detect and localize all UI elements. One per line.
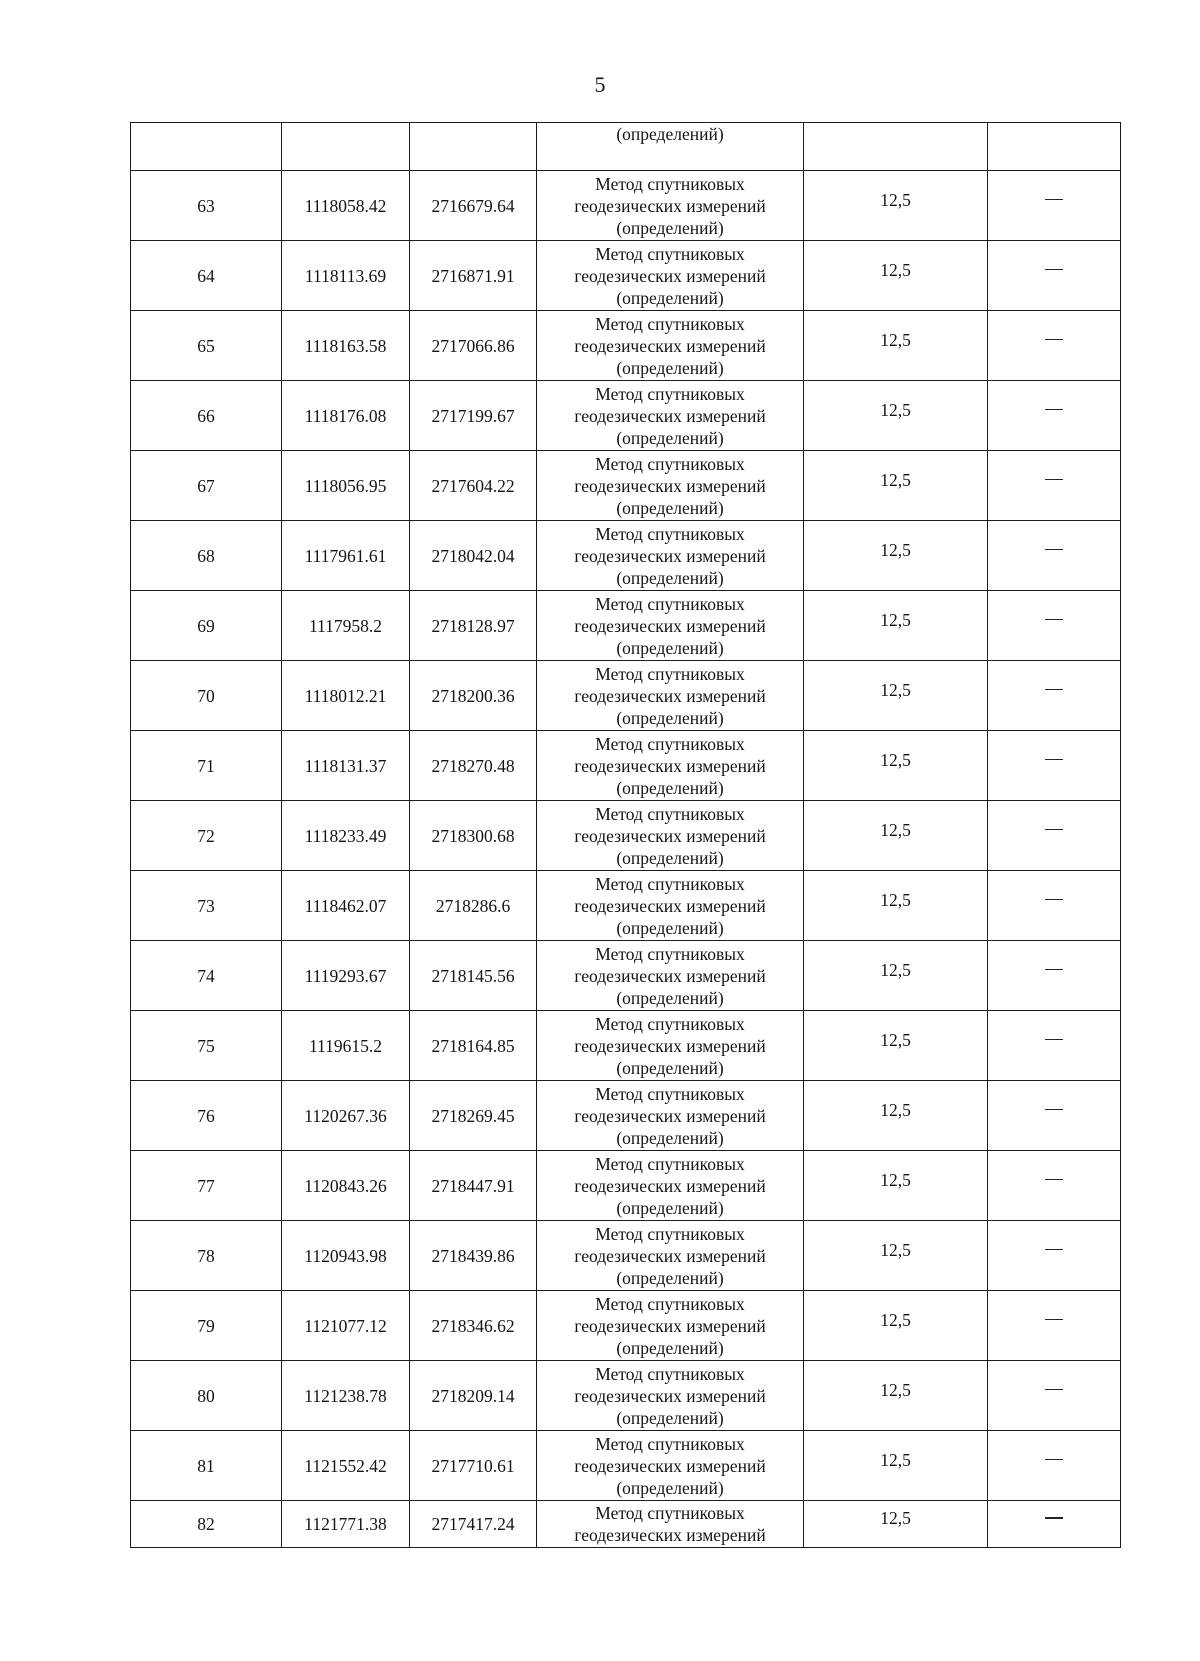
cell-method bbox=[537, 1431, 804, 1501]
accuracy-value: 12,5 bbox=[880, 1239, 911, 1260]
method-line: геодезических измерений bbox=[574, 195, 766, 216]
method-line: геодезических измерений bbox=[574, 265, 766, 286]
dash-mark bbox=[1045, 339, 1063, 340]
dash-mark bbox=[1045, 899, 1063, 900]
cell-accuracy bbox=[804, 171, 988, 241]
method-line: геодезических измерений bbox=[574, 1525, 766, 1545]
cell-note bbox=[988, 521, 1121, 591]
cell-x: 1121771.38 bbox=[282, 1501, 410, 1548]
cell-x: 1120843.26 bbox=[282, 1151, 410, 1221]
method-line: геодезических измерений bbox=[574, 475, 766, 496]
cell-y: 2718439.86 bbox=[410, 1221, 537, 1291]
cell-note bbox=[988, 241, 1121, 311]
cell-y: 2718128.97 bbox=[410, 591, 537, 661]
method-line: (определений) bbox=[616, 217, 724, 238]
cell-point-number: 68 bbox=[131, 521, 282, 591]
table-row bbox=[131, 1221, 1121, 1291]
method-line: Метод спутниковых bbox=[595, 1503, 745, 1523]
table-row bbox=[131, 1431, 1121, 1501]
cell-note bbox=[988, 1081, 1121, 1151]
accuracy-value: 12,5 bbox=[880, 1099, 911, 1120]
table-row bbox=[131, 1501, 1121, 1548]
cell-accuracy bbox=[804, 871, 988, 941]
method-line: (определений) bbox=[616, 1267, 724, 1288]
cell-note bbox=[988, 451, 1121, 521]
method-line: Метод спутниковых bbox=[595, 733, 745, 754]
accuracy-value: 12,5 bbox=[880, 679, 911, 700]
method-line: Метод спутниковых bbox=[595, 943, 745, 964]
cell-x bbox=[282, 123, 410, 171]
cell-accuracy bbox=[804, 731, 988, 801]
cell-x: 1118163.58 bbox=[282, 311, 410, 381]
method-line: (определений) bbox=[616, 1407, 724, 1428]
method-line: Метод спутниковых bbox=[595, 663, 745, 684]
table-row bbox=[131, 171, 1121, 241]
cell-x: 1121552.42 bbox=[282, 1431, 410, 1501]
cell-y: 2717710.61 bbox=[410, 1431, 537, 1501]
cell-x: 1118113.69 bbox=[282, 241, 410, 311]
cell-y: 2716679.64 bbox=[410, 171, 537, 241]
cell-point-number: 79 bbox=[131, 1291, 282, 1361]
cell-method bbox=[537, 1221, 804, 1291]
accuracy-value: 12,5 bbox=[880, 889, 911, 910]
table-row bbox=[131, 661, 1121, 731]
cell-note bbox=[988, 1501, 1121, 1548]
dash-mark bbox=[1045, 549, 1063, 550]
method-line: геодезических измерений bbox=[574, 1455, 766, 1476]
method-line: Метод спутниковых bbox=[595, 1083, 745, 1104]
method-line: Метод спутниковых bbox=[595, 173, 745, 194]
dash-mark bbox=[1045, 409, 1063, 410]
cell-accuracy bbox=[804, 801, 988, 871]
table-row bbox=[131, 591, 1121, 661]
table-row bbox=[131, 941, 1121, 1011]
cell-method bbox=[537, 941, 804, 1011]
method-line: Метод спутниковых bbox=[595, 803, 745, 824]
cell-point-number: 65 bbox=[131, 311, 282, 381]
cell-accuracy bbox=[804, 1501, 988, 1548]
cell-method bbox=[537, 661, 804, 731]
dash-mark bbox=[1045, 619, 1063, 620]
method-line: (определений) bbox=[616, 987, 724, 1008]
cell-accuracy bbox=[804, 521, 988, 591]
method-line: (определений) bbox=[616, 427, 724, 448]
cell-note bbox=[988, 123, 1121, 171]
cell-note bbox=[988, 1011, 1121, 1081]
dash-mark bbox=[1045, 969, 1063, 970]
accuracy-value: 12,5 bbox=[880, 819, 911, 840]
method-line: геодезических измерений bbox=[574, 545, 766, 566]
cell-x: 1118056.95 bbox=[282, 451, 410, 521]
method-line: геодезических измерений bbox=[574, 1105, 766, 1126]
cell-accuracy bbox=[804, 1221, 988, 1291]
method-line: (определений) bbox=[616, 567, 724, 588]
cell-y: 2718164.85 bbox=[410, 1011, 537, 1081]
dash-mark bbox=[1045, 1249, 1063, 1250]
dash-mark bbox=[1045, 829, 1063, 830]
cell-method bbox=[537, 381, 804, 451]
cell-accuracy bbox=[804, 591, 988, 661]
dash-mark bbox=[1045, 1039, 1063, 1040]
cell-x: 1120267.36 bbox=[282, 1081, 410, 1151]
cell-y: 2716871.91 bbox=[410, 241, 537, 311]
cell-accuracy bbox=[804, 1011, 988, 1081]
method-line: (определений) bbox=[616, 1057, 724, 1078]
cell-note bbox=[988, 591, 1121, 661]
cell-y: 2718346.62 bbox=[410, 1291, 537, 1361]
method-line: Метод спутниковых bbox=[595, 523, 745, 544]
method-line: (определений) bbox=[616, 1337, 724, 1358]
cell-accuracy bbox=[804, 1361, 988, 1431]
accuracy-value: 12,5 bbox=[880, 1309, 911, 1330]
cell-x: 1117961.61 bbox=[282, 521, 410, 591]
cell-y: 2718145.56 bbox=[410, 941, 537, 1011]
method-line: (определений) bbox=[616, 287, 724, 308]
method-line: (определений) bbox=[616, 1197, 724, 1218]
method-line: геодезических измерений bbox=[574, 1035, 766, 1056]
accuracy-value: 12,5 bbox=[880, 959, 911, 980]
method-line: геодезических измерений bbox=[574, 685, 766, 706]
cell-method bbox=[537, 591, 804, 661]
cell-x: 1118131.37 bbox=[282, 731, 410, 801]
cell-x: 1118233.49 bbox=[282, 801, 410, 871]
cell-point-number: 81 bbox=[131, 1431, 282, 1501]
cell-note bbox=[988, 731, 1121, 801]
cell-method bbox=[537, 1011, 804, 1081]
cell-note bbox=[988, 1361, 1121, 1431]
method-line: геодезических измерений bbox=[574, 1175, 766, 1196]
cell-accuracy bbox=[804, 1081, 988, 1151]
table-row bbox=[131, 1151, 1121, 1221]
method-line: (определений) bbox=[616, 357, 724, 378]
cell-x: 1121238.78 bbox=[282, 1361, 410, 1431]
cell-note bbox=[988, 1291, 1121, 1361]
dash-mark bbox=[1045, 269, 1063, 270]
cell-x: 1118012.21 bbox=[282, 661, 410, 731]
table-row bbox=[131, 381, 1121, 451]
cell-y: 2718300.68 bbox=[410, 801, 537, 871]
cell-accuracy bbox=[804, 661, 988, 731]
accuracy-value: 12,5 bbox=[880, 1508, 911, 1528]
cell-method bbox=[537, 311, 804, 381]
method-line: Метод спутниковых bbox=[595, 313, 745, 334]
cell-note bbox=[988, 381, 1121, 451]
table-row bbox=[131, 801, 1121, 871]
method-line: (определений) bbox=[616, 1477, 724, 1498]
accuracy-value: 12,5 bbox=[880, 1449, 911, 1470]
cell-point-number: 64 bbox=[131, 241, 282, 311]
cell-x: 1119615.2 bbox=[282, 1011, 410, 1081]
method-line: геодезических измерений bbox=[574, 895, 766, 916]
cell-y: 2717604.22 bbox=[410, 451, 537, 521]
method-line: геодезических измерений bbox=[574, 335, 766, 356]
method-line: Метод спутниковых bbox=[595, 243, 745, 264]
table-row bbox=[131, 451, 1121, 521]
cell-point-number: 72 bbox=[131, 801, 282, 871]
accuracy-value: 12,5 bbox=[880, 469, 911, 490]
cell-accuracy bbox=[804, 1151, 988, 1221]
method-line: геодезических измерений bbox=[574, 755, 766, 776]
accuracy-value: 12,5 bbox=[880, 399, 911, 420]
dash-mark bbox=[1045, 479, 1063, 480]
cell-point-number: 63 bbox=[131, 171, 282, 241]
accuracy-value: 12,5 bbox=[880, 539, 911, 560]
cell-y: 2718042.04 bbox=[410, 521, 537, 591]
accuracy-value: 12,5 bbox=[880, 1029, 911, 1050]
cell-accuracy bbox=[804, 941, 988, 1011]
cell-method bbox=[537, 1291, 804, 1361]
dash-mark bbox=[1045, 1459, 1063, 1460]
method-line: Метод спутниковых bbox=[595, 1153, 745, 1174]
method-line: (определений) bbox=[616, 1127, 724, 1148]
dash-mark bbox=[1045, 1319, 1063, 1320]
method-line: Метод спутниковых bbox=[595, 1223, 745, 1244]
method-line: геодезических измерений bbox=[574, 825, 766, 846]
method-line: геодезических измерений bbox=[574, 405, 766, 426]
accuracy-value: 12,5 bbox=[880, 189, 911, 210]
method-line: геодезических измерений bbox=[574, 1315, 766, 1336]
method-line: Метод спутниковых bbox=[595, 1433, 745, 1454]
accuracy-value: 12,5 bbox=[880, 1169, 911, 1190]
cell-method bbox=[537, 123, 804, 171]
table-row bbox=[131, 1081, 1121, 1151]
cell-point-number: 78 bbox=[131, 1221, 282, 1291]
method-line: Метод спутниковых bbox=[595, 1293, 745, 1314]
method-line: Метод спутниковых bbox=[595, 873, 745, 894]
cell-point-number: 69 bbox=[131, 591, 282, 661]
method-line: (определений) bbox=[616, 497, 724, 518]
cell-note bbox=[988, 801, 1121, 871]
cell-point-number: 70 bbox=[131, 661, 282, 731]
cell-note bbox=[988, 171, 1121, 241]
cell-accuracy bbox=[804, 1291, 988, 1361]
cell-method bbox=[537, 521, 804, 591]
cell-y: 2718209.14 bbox=[410, 1361, 537, 1431]
method-line: (определений) bbox=[616, 917, 724, 938]
cell-x: 1120943.98 bbox=[282, 1221, 410, 1291]
table-row bbox=[131, 241, 1121, 311]
cell-accuracy bbox=[804, 311, 988, 381]
cell-note bbox=[988, 661, 1121, 731]
dash-mark bbox=[1045, 1517, 1063, 1518]
cell-method bbox=[537, 1501, 804, 1548]
table-body bbox=[131, 123, 1121, 1548]
cell-accuracy bbox=[804, 241, 988, 311]
method-line: Метод спутниковых bbox=[595, 593, 745, 614]
cell-y: 2718200.36 bbox=[410, 661, 537, 731]
cell-note bbox=[988, 1151, 1121, 1221]
cell-x: 1118058.42 bbox=[282, 171, 410, 241]
cell-y: 2717066.86 bbox=[410, 311, 537, 381]
cell-method bbox=[537, 171, 804, 241]
cell-accuracy bbox=[804, 1431, 988, 1501]
method-line: геодезических измерений bbox=[574, 615, 766, 636]
cell-method bbox=[537, 1081, 804, 1151]
cell-accuracy bbox=[804, 451, 988, 521]
accuracy-value: 12,5 bbox=[880, 749, 911, 770]
cell-point-number: 74 bbox=[131, 941, 282, 1011]
accuracy-value: 12,5 bbox=[880, 1379, 911, 1400]
cell-y: 2718447.91 bbox=[410, 1151, 537, 1221]
dash-mark bbox=[1045, 689, 1063, 690]
coordinates-table bbox=[130, 122, 1121, 1548]
cell-y: 2718269.45 bbox=[410, 1081, 537, 1151]
accuracy-value: 12,5 bbox=[880, 609, 911, 630]
cell-method bbox=[537, 871, 804, 941]
cell-note bbox=[988, 311, 1121, 381]
table-row bbox=[131, 311, 1121, 381]
method-line: (определений) bbox=[616, 637, 724, 658]
method-line: (определений) bbox=[616, 707, 724, 728]
dash-mark bbox=[1045, 1389, 1063, 1390]
cell-point-number: 71 bbox=[131, 731, 282, 801]
cell-method bbox=[537, 1151, 804, 1221]
cell-note bbox=[988, 1431, 1121, 1501]
method-line: Метод спутниковых bbox=[595, 383, 745, 404]
accuracy-value: 12,5 bbox=[880, 329, 911, 350]
table-row bbox=[131, 1011, 1121, 1081]
cell-method bbox=[537, 451, 804, 521]
method-line: Метод спутниковых bbox=[595, 453, 745, 474]
cell-x: 1121077.12 bbox=[282, 1291, 410, 1361]
method-line: Метод спутниковых bbox=[595, 1363, 745, 1384]
method-line: геодезических измерений bbox=[574, 1245, 766, 1266]
cell-point-number: 66 bbox=[131, 381, 282, 451]
cell-note bbox=[988, 871, 1121, 941]
cell-point-number: 76 bbox=[131, 1081, 282, 1151]
table-row bbox=[131, 521, 1121, 591]
cell-y: 2718286.6 bbox=[410, 871, 537, 941]
cell-x: 1117958.2 bbox=[282, 591, 410, 661]
cell-method bbox=[537, 241, 804, 311]
cell-accuracy bbox=[804, 123, 988, 171]
cell-point-number: 77 bbox=[131, 1151, 282, 1221]
cell-x: 1118462.07 bbox=[282, 871, 410, 941]
cell-point-number: 75 bbox=[131, 1011, 282, 1081]
cell-method bbox=[537, 731, 804, 801]
method-line: (определений) bbox=[616, 124, 724, 144]
cell-method bbox=[537, 1361, 804, 1431]
table-row bbox=[131, 871, 1121, 941]
cell-point-number: 67 bbox=[131, 451, 282, 521]
dash-mark bbox=[1045, 199, 1063, 200]
dash-mark bbox=[1045, 759, 1063, 760]
table-row bbox=[131, 1361, 1121, 1431]
cell-x: 1118176.08 bbox=[282, 381, 410, 451]
table-row bbox=[131, 1291, 1121, 1361]
cell-accuracy bbox=[804, 381, 988, 451]
table-row bbox=[131, 731, 1121, 801]
method-line: (определений) bbox=[616, 847, 724, 868]
cell-note bbox=[988, 1221, 1121, 1291]
page-number: 5 bbox=[594, 72, 606, 97]
cell-note bbox=[988, 941, 1121, 1011]
cell-point-number: 82 bbox=[131, 1501, 282, 1548]
dash-mark bbox=[1045, 1179, 1063, 1180]
cell-y: 2717417.24 bbox=[410, 1501, 537, 1548]
cell-x: 1119293.67 bbox=[282, 941, 410, 1011]
method-line: Метод спутниковых bbox=[595, 1013, 745, 1034]
dash-mark bbox=[1045, 1109, 1063, 1110]
cell-point-number: 80 bbox=[131, 1361, 282, 1431]
method-line: геодезических измерений bbox=[574, 1385, 766, 1406]
accuracy-value: 12,5 bbox=[880, 259, 911, 280]
cell-y: 2718270.48 bbox=[410, 731, 537, 801]
cell-y: 2717199.67 bbox=[410, 381, 537, 451]
cell-method bbox=[537, 801, 804, 871]
method-line: геодезических измерений bbox=[574, 965, 766, 986]
cell-y bbox=[410, 123, 537, 171]
method-line: (определений) bbox=[616, 777, 724, 798]
continuation-row bbox=[131, 123, 1121, 171]
cell-point-number: 73 bbox=[131, 871, 282, 941]
cell-point-number bbox=[131, 123, 282, 171]
